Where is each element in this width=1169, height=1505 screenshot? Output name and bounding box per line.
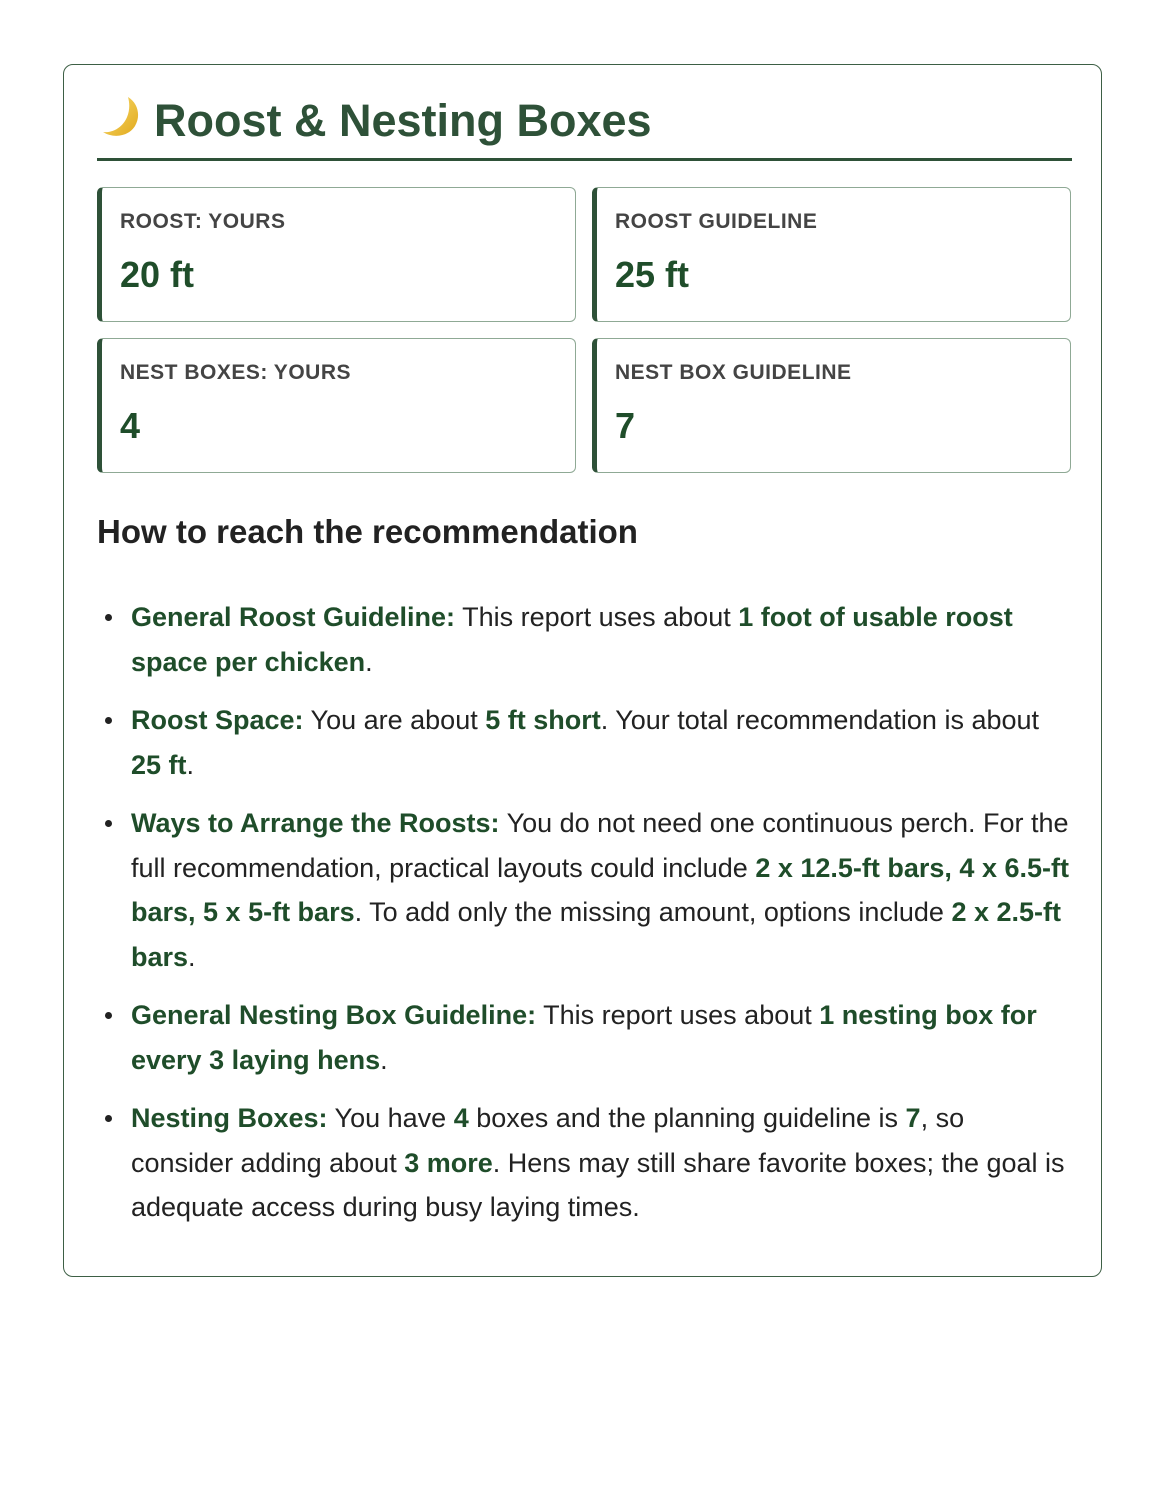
tip-text: . bbox=[365, 646, 373, 677]
crescent-moon-icon bbox=[97, 94, 143, 140]
bullet-icon bbox=[105, 1115, 112, 1122]
tip-highlight: 25 ft bbox=[131, 749, 187, 780]
tip-text: This report uses about bbox=[536, 1000, 820, 1030]
tip-text: boxes and the planning guideline is bbox=[468, 1103, 906, 1133]
tip-text: . To add only the missing amount, options include bbox=[354, 897, 952, 927]
tip-highlight: 1 nesting box for every 3 laying hens bbox=[131, 1000, 1037, 1075]
bullet-icon bbox=[105, 1012, 112, 1019]
list-item bbox=[131, 993, 1073, 1082]
tip-text: . bbox=[188, 941, 196, 972]
tip-label: Ways to Arrange the Roosts: bbox=[131, 808, 500, 838]
bullet-icon bbox=[105, 717, 112, 724]
stat-label: ROOST: YOURS bbox=[120, 210, 286, 233]
tip-text: . Your total recommendation is about bbox=[600, 705, 1040, 735]
stat-value: 20 ft bbox=[120, 254, 195, 295]
card-header bbox=[97, 92, 1072, 161]
tip-highlight: 1 foot of usable roost space per chicken bbox=[131, 602, 1013, 677]
list-item bbox=[131, 1096, 1073, 1230]
tip-highlight: 3 more bbox=[404, 1147, 493, 1178]
tip-highlight: 7 bbox=[905, 1103, 921, 1133]
bullet-icon bbox=[105, 614, 112, 621]
tip-label: Nesting Boxes: bbox=[131, 1103, 328, 1133]
stat-value: 7 bbox=[615, 405, 636, 446]
list-item bbox=[131, 698, 1073, 787]
list-item bbox=[131, 801, 1073, 979]
tip-label: Roost Space: bbox=[131, 705, 304, 735]
tip-label: General Roost Guideline: bbox=[131, 602, 456, 632]
stat-nest-boxes-yours bbox=[97, 338, 576, 473]
tip-text: You are about bbox=[303, 705, 486, 735]
tip-text: You do not need one continuous perch. For the full recommendation, practical layouts could include bbox=[131, 808, 1069, 883]
tip-text: , so consider adding about bbox=[131, 1103, 965, 1178]
tip-label: General Nesting Box Guideline: bbox=[131, 1000, 537, 1030]
tip-text: . bbox=[186, 749, 195, 780]
stat-value: 25 ft bbox=[615, 254, 690, 295]
list-item bbox=[131, 595, 1073, 684]
page-title: Roost & Nesting Boxes bbox=[154, 95, 652, 146]
bullet-icon bbox=[105, 820, 112, 827]
stat-roost-yours bbox=[97, 187, 576, 322]
tip-text: . bbox=[380, 1044, 388, 1075]
tip-highlight: 2 x 12.5-ft bars, 4 x 6.5-ft bars, 5 x 5-ft bars bbox=[131, 852, 1069, 927]
stat-label: ROOST GUIDELINE bbox=[615, 210, 818, 233]
stat-label: NEST BOXES: YOURS bbox=[120, 361, 351, 384]
tip-highlight: 4 bbox=[453, 1103, 469, 1133]
tip-text: . Hens may still share favorite boxes; the goal is adequate access during busy laying times. bbox=[131, 1147, 1065, 1222]
tip-highlight: 5 ft short bbox=[485, 705, 601, 735]
stat-label: NEST BOX GUIDELINE bbox=[615, 361, 852, 384]
section-title: How to reach the recommendation bbox=[97, 513, 638, 550]
tip-text: This report uses about bbox=[455, 602, 739, 632]
recommendation-list bbox=[97, 595, 1073, 1244]
roost-nesting-card bbox=[63, 64, 1102, 1277]
tip-highlight: 2 x 2.5-ft bars bbox=[131, 897, 1062, 972]
stat-roost-guideline bbox=[592, 187, 1071, 322]
stat-nest-box-guideline bbox=[592, 338, 1071, 473]
stat-value: 4 bbox=[120, 405, 141, 446]
tip-text: You have bbox=[327, 1103, 454, 1133]
